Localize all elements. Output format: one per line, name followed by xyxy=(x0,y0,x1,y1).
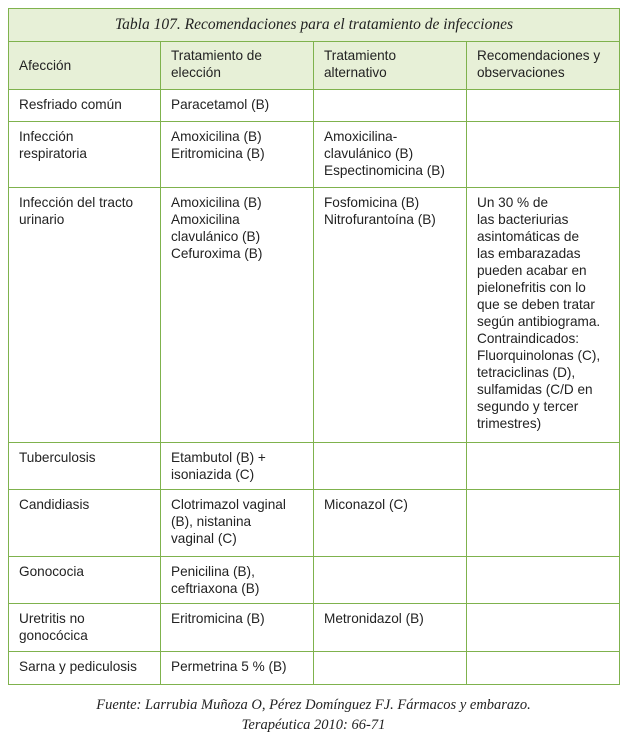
table-row xyxy=(9,557,620,604)
table-row xyxy=(9,490,620,557)
cell-text: Gonococia xyxy=(19,564,84,579)
cell-text: Infección del tracto urinario xyxy=(19,195,134,227)
table-cell xyxy=(314,557,467,604)
table-caption: Tabla 107. Recomendaciones para el tratamiento de infecciones xyxy=(9,9,620,42)
cell-text: Sarna y pediculosis xyxy=(19,659,137,674)
header-row xyxy=(9,42,620,90)
cell-text: Fosfomicina (B) Nitrofurantoína (B) xyxy=(324,195,436,227)
table-cell xyxy=(314,490,467,557)
table-cell xyxy=(467,557,620,604)
table-cell xyxy=(314,90,467,122)
table-cell xyxy=(314,443,467,490)
header-cell xyxy=(161,42,314,90)
table-cell xyxy=(467,122,620,188)
cell-text: Amoxicilina- clavulánico (B) Espectinomicina (B) xyxy=(324,129,445,178)
table-row xyxy=(9,652,620,685)
table-cell xyxy=(161,443,314,490)
cell-text: Etambutol (B) + isoniazida (C) xyxy=(171,450,266,482)
table-cell xyxy=(9,490,161,557)
cell-text: Amoxicilina (B) Eritromicina (B) xyxy=(171,129,265,161)
cell-text: Resfriado común xyxy=(19,97,122,112)
cell-text: Tuberculosis xyxy=(19,450,96,465)
cell-text: Infección respiratoria xyxy=(19,129,87,161)
cell-text: Uretritis no gonocócica xyxy=(19,611,88,643)
table-cell xyxy=(9,188,161,443)
table-row xyxy=(9,443,620,490)
document xyxy=(8,8,619,735)
table-body xyxy=(9,90,620,685)
header-cell xyxy=(314,42,467,90)
cell-text: Clotrimazol vaginal (B), nistanina vaginal (C) xyxy=(171,497,286,546)
table-cell xyxy=(9,90,161,122)
cell-text: Candidiasis xyxy=(19,497,90,512)
table-cell xyxy=(467,490,620,557)
table-cell xyxy=(467,188,620,443)
header-text: Tratamiento de elección xyxy=(171,48,262,80)
cell-text: Eritromicina (B) xyxy=(171,611,265,626)
cell-text: Penicilina (B), ceftriaxona (B) xyxy=(171,564,260,596)
cell-text: Metronidazol (B) xyxy=(324,611,424,626)
cell-text: Paracetamol (B) xyxy=(171,97,270,112)
source-line: Fuente: Larrubia Muñoza O, Pérez Domínguez FJ. Fármacos y embarazo. xyxy=(96,697,531,713)
table-cell xyxy=(467,90,620,122)
table-cell xyxy=(314,188,467,443)
table-cell xyxy=(467,604,620,652)
cell-text: Un 30 % de las bacteriurias asintomáticas de las embarazadas pueden acabar en pielonefritis con lo que se deben tratar según antibiograma. Contraindicados: Fluorquinolonas (C), tetraciclinas (D), sulfamidas (C/D en segundo y tercer trimestres) xyxy=(477,195,601,431)
table-row xyxy=(9,188,620,443)
table-cell xyxy=(314,652,467,685)
header-text: Afección xyxy=(19,57,72,73)
cell-text: Amoxicilina (B) Amoxicilina clavulánico (B) Cefuroxima (B) xyxy=(171,195,263,261)
header-cell xyxy=(467,42,620,90)
table-cell xyxy=(467,652,620,685)
table-cell xyxy=(161,490,314,557)
table-row xyxy=(9,122,620,188)
cell-text: Miconazol (C) xyxy=(324,497,408,512)
source-note xyxy=(8,695,619,735)
table-cell xyxy=(314,604,467,652)
table-cell xyxy=(161,652,314,685)
table-row xyxy=(9,90,620,122)
header-text: Tratamiento alternativo xyxy=(324,48,397,80)
header-cell xyxy=(9,42,161,90)
table-cell xyxy=(9,604,161,652)
table-row xyxy=(9,604,620,652)
table-cell xyxy=(161,90,314,122)
table-cell xyxy=(161,604,314,652)
source-line: Terapéutica 2010: 66-71 xyxy=(241,717,386,733)
cell-text: Permetrina 5 % (B) xyxy=(171,659,287,674)
header-text: Recomendaciones y observaciones xyxy=(477,48,601,80)
table-cell xyxy=(9,652,161,685)
table-cell xyxy=(161,122,314,188)
treatment-table xyxy=(8,8,620,685)
table-cell xyxy=(314,122,467,188)
table-cell xyxy=(161,188,314,443)
table-cell xyxy=(9,557,161,604)
table-cell xyxy=(9,122,161,188)
table-cell xyxy=(161,557,314,604)
table-cell xyxy=(467,443,620,490)
table-cell xyxy=(9,443,161,490)
